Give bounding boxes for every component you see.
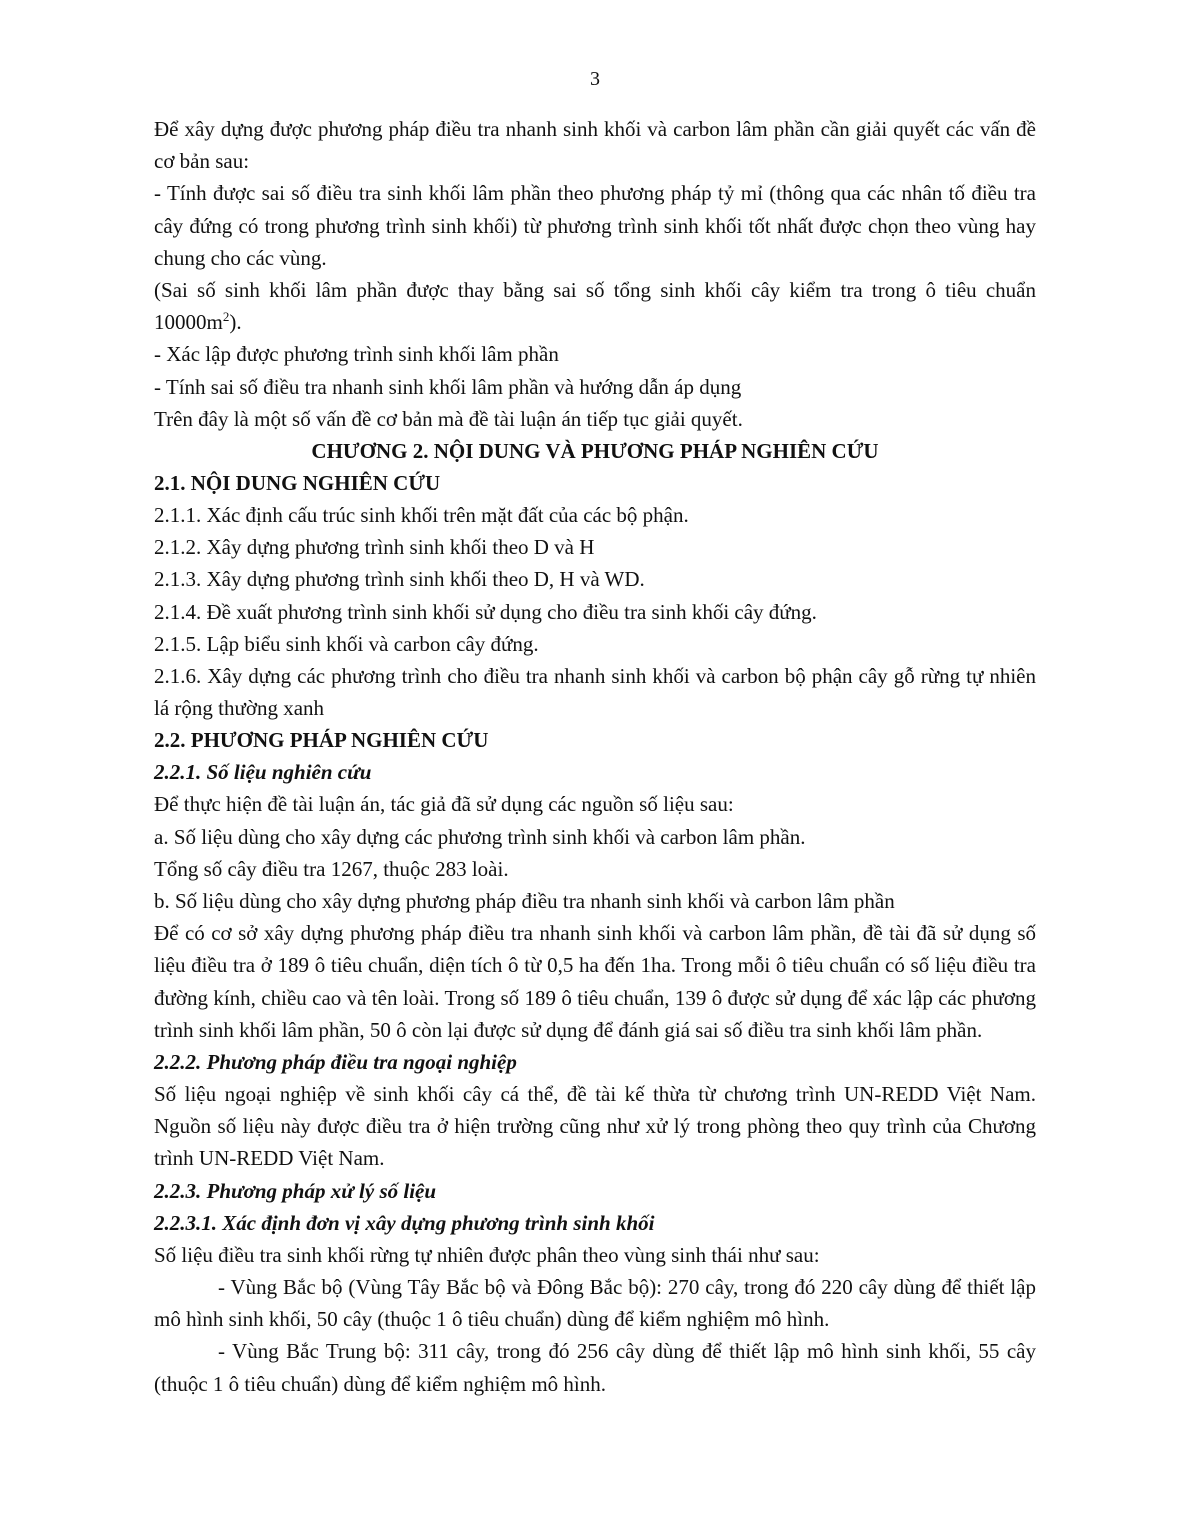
note-end: ). <box>229 310 242 335</box>
tree-count-paragraph: Tổng số cây điều tra 1267, thuộc 283 loài. <box>154 856 509 881</box>
section-2-1-heading: 2.1. NỘI DUNG NGHIÊN CỨU <box>154 471 441 496</box>
point-2: - Xác lập được phương trình sinh khối lâm phần <box>154 342 559 367</box>
note-text: (Sai số sinh khối lâm phần được thay bằng sai số tổng sinh khối cây kiểm tra trong ô tiêu chuẩn 10000m <box>154 278 1036 335</box>
point-3: - Tính sai số điều tra nhanh sinh khối lâm phần và hướng dẫn áp dụng <box>154 374 742 399</box>
section-2-1-item: 2.1.5. Lập biểu sinh khối và carbon cây đứng. <box>154 631 539 656</box>
summary-paragraph: Trên đây là một số vấn đề cơ bản mà đề tài luận án tiếp tục giải quyết. <box>154 406 743 431</box>
point-1: - Tính được sai số điều tra sinh khối lâm phần theo phương pháp tỷ mỉ (thông qua các nhân tố điều tra cây đứng có trong phương trình sinh khối) từ phương trình sinh khối tốt nhất được chọn theo vùng hay chung cho các vùng. <box>154 181 1036 270</box>
section-2-2-3-heading: 2.2.3. Phương pháp xử lý số liệu <box>154 1178 437 1203</box>
section-2-2-1-heading: 2.2.1. Số liệu nghiên cứu <box>154 760 372 785</box>
data-source-a: a. Số liệu dùng cho xây dựng các phương trình sinh khối và carbon lâm phần. <box>154 824 806 849</box>
plots-paragraph: Để có cơ sở xây dựng phương pháp điều tra nhanh sinh khối và carbon lâm phần, đề tài đã sử dụng số liệu điều tra ở 189 ô tiêu chuẩn, diện tích ô từ 0,5 ha đến 1ha. Trong mỗi ô tiêu chuẩn có số liệu điều tra đường kính, chiều cao và tên loài. Trong số 189 ô tiêu chuẩn, 139 ô được sử dụng để xác lập các phương trình sinh khối lâm phần, 50 ô còn lại được sử dụng để đánh giá sai số điều tra sinh khối lâm phần. <box>154 921 1036 1042</box>
section-2-2-heading: 2.2. PHƯƠNG PHÁP NGHIÊN CỨU <box>154 728 489 753</box>
page-number: 3 <box>590 68 600 90</box>
section-2-1-item: 2.1.4. Đề xuất phương trình sinh khối sử dụng cho điều tra sinh khối cây đứng. <box>154 599 817 624</box>
note-paragraph <box>154 274 1036 338</box>
chapter-title: CHƯƠNG 2. NỘI DUNG VÀ PHƯƠNG PHÁP NGHIÊN CỨU <box>311 439 879 464</box>
section-2-1-item: 2.1.2. Xây dựng phương trình sinh khối theo D và H <box>154 535 595 560</box>
section-2-1-item: 2.1.1. Xác định cấu trúc sinh khối trên mặt đất của các bộ phận. <box>154 503 689 528</box>
data-sources-paragraph: Để thực hiện đề tài luận án, tác giả đã sử dụng các nguồn số liệu sau: <box>154 792 734 817</box>
section-2-1-item: 2.1.3. Xây dựng phương trình sinh khối theo D, H và WD. <box>154 567 645 592</box>
region-north-paragraph: - Vùng Bắc bộ (Vùng Tây Bắc bộ và Đông Bắc bộ): 270 cây, trong đó 220 cây dùng để thiết lập mô hình sinh khối, 50 cây (thuộc 1 ô tiêu chuẩn) dùng để kiểm nghiệm mô hình. <box>154 1274 1036 1332</box>
document-body <box>154 113 1036 1400</box>
data-source-b: b. Số liệu dùng cho xây dựng phương pháp điều tra nhanh sinh khối và carbon lâm phần <box>154 889 895 914</box>
note-superscript: 2 <box>222 309 230 325</box>
region-north-central-paragraph: - Vùng Bắc Trung bộ: 311 cây, trong đó 256 cây dùng để thiết lập mô hình sinh khối, 55 cây (thuộc 1 ô tiêu chuẩn) dùng để kiểm nghiệm mô hình. <box>154 1339 1036 1396</box>
section-2-2-2-heading: 2.2.2. Phương pháp điều tra ngoại nghiệp <box>154 1050 517 1075</box>
regions-intro-paragraph: Số liệu điều tra sinh khối rừng tự nhiên được phân theo vùng sinh thái như sau: <box>154 1242 820 1267</box>
section-2-1-item: 2.1.6. Xây dựng các phương trình cho điều tra nhanh sinh khối và carbon bộ phận cây gỗ rừng tự nhiên lá rộng thường xanh <box>154 664 1036 721</box>
intro-paragraph: Để xây dựng được phương pháp điều tra nhanh sinh khối và carbon lâm phần cần giải quyết các vấn đề cơ bản sau: <box>154 117 1036 174</box>
section-2-2-3-1-heading: 2.2.3.1. Xác định đơn vị xây dựng phương trình sinh khối <box>154 1210 655 1235</box>
fieldwork-paragraph: Số liệu ngoại nghiệp về sinh khối cây cá thể, đề tài kế thừa từ chương trình UN-REDD Việt Nam. Nguồn số liệu này được điều tra ở hiện trường cũng như xử lý trong phòng theo quy trình của Chương trình UN-REDD Việt Nam. <box>154 1082 1036 1171</box>
